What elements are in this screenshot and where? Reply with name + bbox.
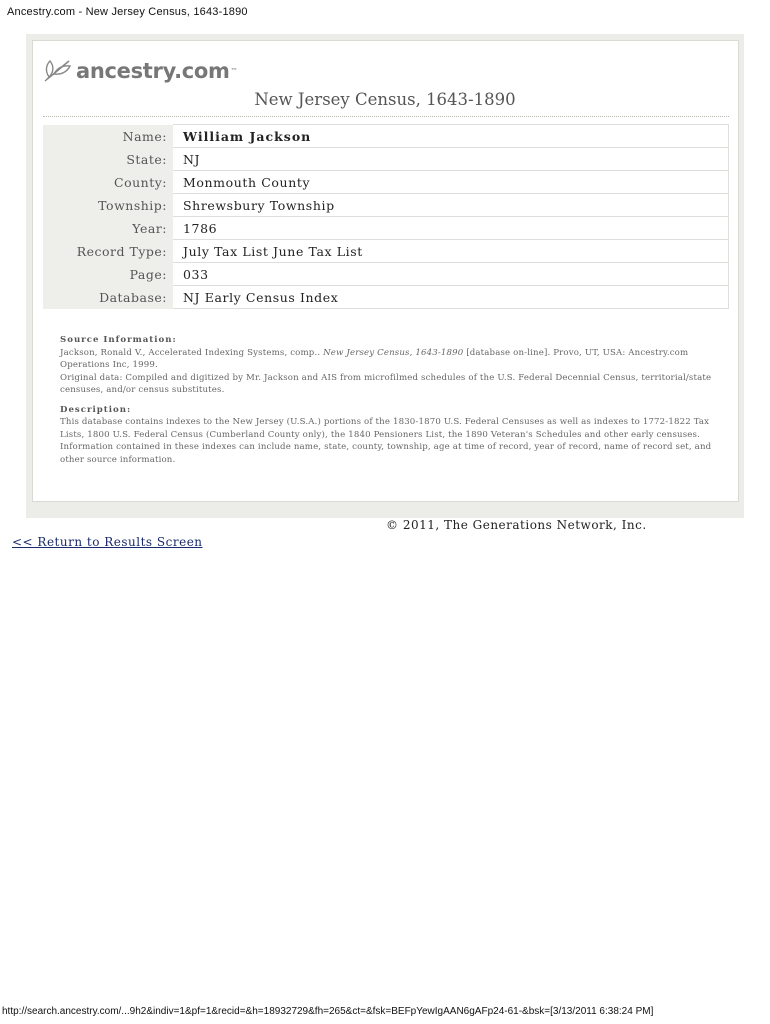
record-value-name: William Jackson	[173, 125, 729, 148]
source-info-heading: Source Information:	[60, 335, 177, 345]
source-citation-publisher: [database on-line]. Provo, UT, USA: Ancestry.com Operations Inc, 1999.	[60, 347, 689, 370]
record-row-county	[43, 171, 729, 194]
print-header: Ancestry.com - New Jersey Census, 1643-1890	[7, 6, 248, 18]
source-citation-title: New Jersey Census, 1643-1890	[323, 347, 464, 358]
source-citation-text: Jackson, Ronald V., Accelerated Indexing Systems, comp..	[60, 347, 324, 358]
record-label: Name:	[43, 125, 173, 148]
copyright-notice: © 2011, The Generations Network, Inc.	[386, 518, 647, 532]
record-value-county: Monmouth County	[173, 171, 729, 194]
record-row-database	[43, 286, 729, 309]
return-to-results-link[interactable]: << Return to Results Screen	[12, 535, 203, 549]
record-label: State:	[43, 148, 173, 171]
source-citation	[60, 347, 720, 372]
record-value-record-type: July Tax List June Tax List	[173, 240, 729, 263]
record-row-record-type	[43, 240, 729, 263]
record-value-state: NJ	[173, 148, 729, 171]
record-label: Record Type:	[43, 240, 173, 263]
record-table	[43, 124, 729, 309]
record-label: Year:	[43, 217, 173, 240]
logo-wordmark: ancestry.com	[76, 59, 230, 83]
source-original-data: Original data: Compiled and digitized by Mr. Jackson and AIS from microfilmed schedules of the U.S. Federal Decennial Census, territorial/state censuses, and/or census substitutes.	[60, 372, 712, 395]
print-footer-url: http://search.ancestry.com/...9h2&indiv=1&pf=1&recid=&h=18932729&fh=265&ct=&fsk=BEFpYewIgAAN6gAFp24-61-&bsk=[3/13/2011 6:38:24 PM]	[2, 1006, 654, 1017]
record-row-year	[43, 217, 729, 240]
logo-trademark: ™	[230, 67, 238, 75]
record-row-state	[43, 148, 729, 171]
page-title: New Jersey Census, 1643-1890	[254, 90, 516, 109]
record-value-page: 033	[173, 263, 729, 286]
record-row-township	[43, 194, 729, 217]
description-text: This database contains indexes to the New Jersey (U.S.A.) portions of the 1830-1870 U.S. Federal Censuses as well as indexes to 1772-1822 Tax Lists, 1800 U.S. Federal Census (Cumberland County only), the 1840 Pensioners List, the 1890 Veteran's Schedules and other early censuses. Information contained in these indexes can include name, state, county, township, age at time of record, year of record, name of record set, and other source information.	[60, 417, 712, 465]
record-value-year: 1786	[173, 217, 729, 240]
record-label: Page:	[43, 263, 173, 286]
record-row-name	[43, 125, 729, 148]
record-label: Township:	[43, 194, 173, 217]
title-divider	[43, 116, 729, 117]
record-row-page	[43, 263, 729, 286]
record-value-database: NJ Early Census Index	[173, 286, 729, 309]
description-heading: Description:	[60, 404, 132, 415]
leaf-logo-icon	[43, 57, 73, 85]
record-value-township: Shrewsbury Township	[173, 194, 729, 217]
record-label: Database:	[43, 286, 173, 309]
source-info-block	[60, 334, 720, 466]
ancestry-logo[interactable]	[43, 57, 238, 85]
record-label: County:	[43, 171, 173, 194]
